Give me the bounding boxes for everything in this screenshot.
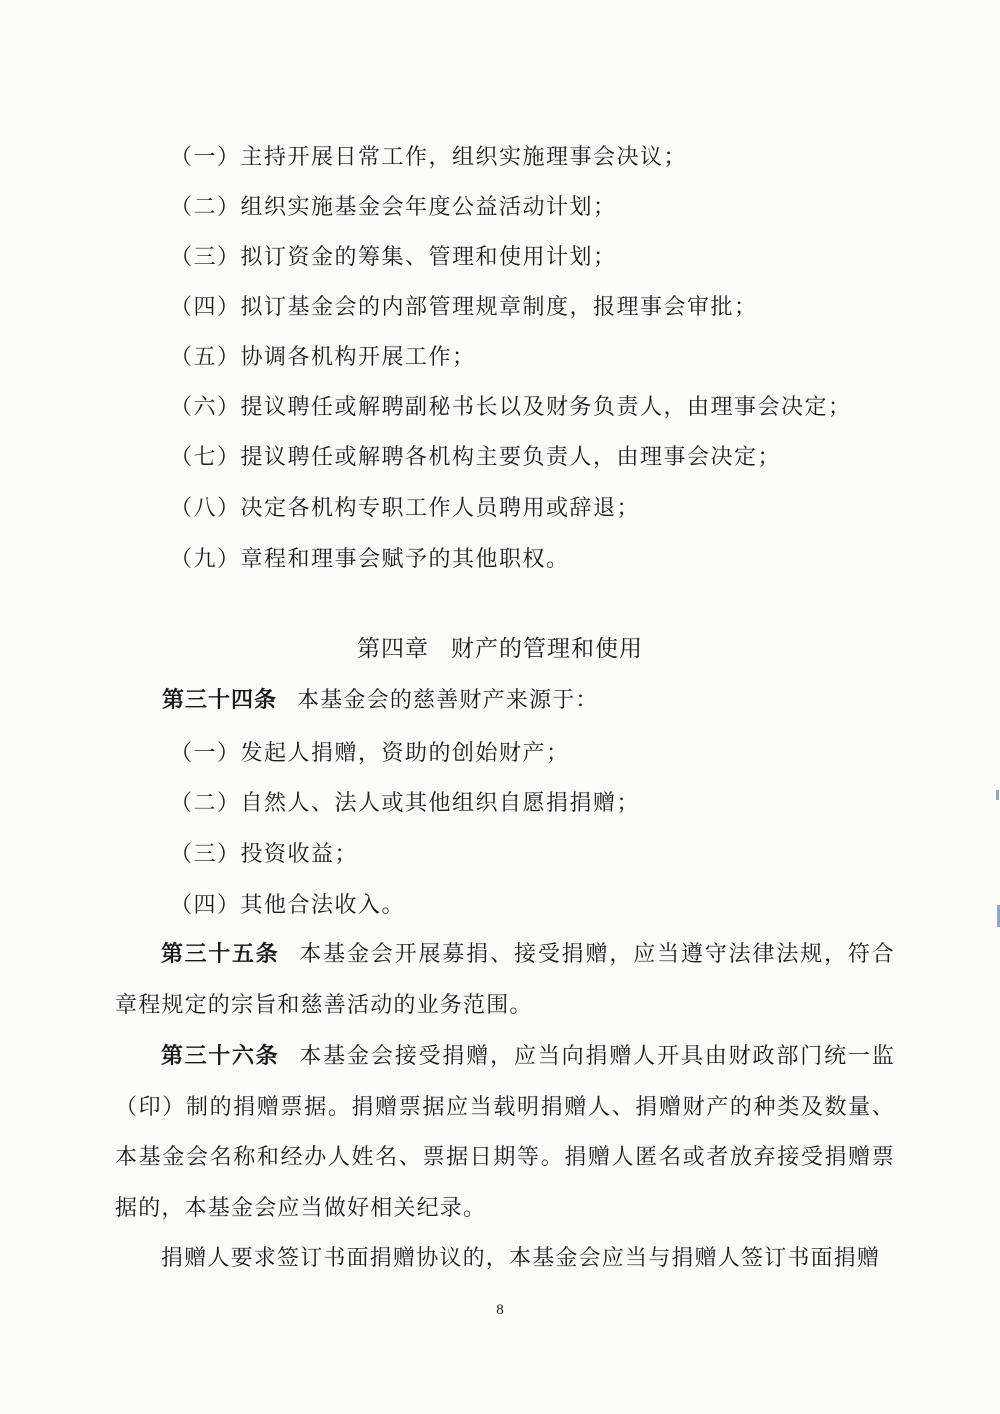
page-number: 8 xyxy=(496,1302,504,1318)
list-item: （三）拟订资金的筹集、管理和使用计划； xyxy=(170,245,617,270)
article-text: 本基金会的慈善财产来源于： xyxy=(297,688,599,713)
article-text: 本基金会接受捐赠，应当向捐赠人开具由财政部门统一监（印）制的捐赠票据。捐赠票据应当载明捐赠人、捐赠财产的种类及数量、本基金会名称和经办人姓名、票据日期等。捐赠人匿名或者放弃接受捐赠票据的，本基金会应当做好相关纪录。 xyxy=(115,1044,895,1221)
list-item: （六）提议聘任或解聘副秘书长以及财务负责人，由理事会决定； xyxy=(170,395,852,420)
scan-mark xyxy=(996,790,999,800)
list-item: （一）主持开展日常工作，组织实施理事会决议； xyxy=(170,145,688,170)
article-label: 第三十六条 xyxy=(161,1044,280,1069)
article-label: 第三十五条 xyxy=(161,942,280,967)
chapter-heading xyxy=(0,634,1000,664)
list-item: （四）其他合法收入。 xyxy=(170,893,406,918)
chapter-number: 第四章 xyxy=(357,636,429,662)
list-item: （七）提议聘任或解聘各机构主要负责人，由理事会决定； xyxy=(170,445,782,470)
list-item: （五）协调各机构开展工作； xyxy=(170,345,476,370)
article-text: 本基金会开展募捐、接受捐赠，应当遵守法律法规，符合章程规定的宗旨和慈善活动的业务范围。 xyxy=(115,942,895,1018)
paragraph: 捐赠人要求签订书面捐赠协议的，本基金会应当与捐赠人签订书面捐赠 xyxy=(161,1246,881,1271)
list-item: （九）章程和理事会赋予的其他职权。 xyxy=(170,547,570,572)
article-label: 第三十四条 xyxy=(162,688,278,713)
article-36 xyxy=(115,1032,895,1234)
article-34 xyxy=(162,686,599,716)
list-item: （二）组织实施基金会年度公益活动计划； xyxy=(170,195,617,220)
list-item: （二）自然人、法人或其他组织自愿捐捐赠； xyxy=(170,791,641,816)
list-item: （三）投资收益； xyxy=(170,842,359,867)
list-item: （八）决定各机构专职工作人员聘用或辞退； xyxy=(170,496,641,521)
chapter-title: 财产的管理和使用 xyxy=(451,636,643,662)
article-35 xyxy=(115,930,895,1031)
list-item: （一）发起人捐赠，资助的创始财产； xyxy=(170,741,570,766)
list-item: （四）拟订基金会的内部管理规章制度，报理事会审批； xyxy=(170,295,758,320)
